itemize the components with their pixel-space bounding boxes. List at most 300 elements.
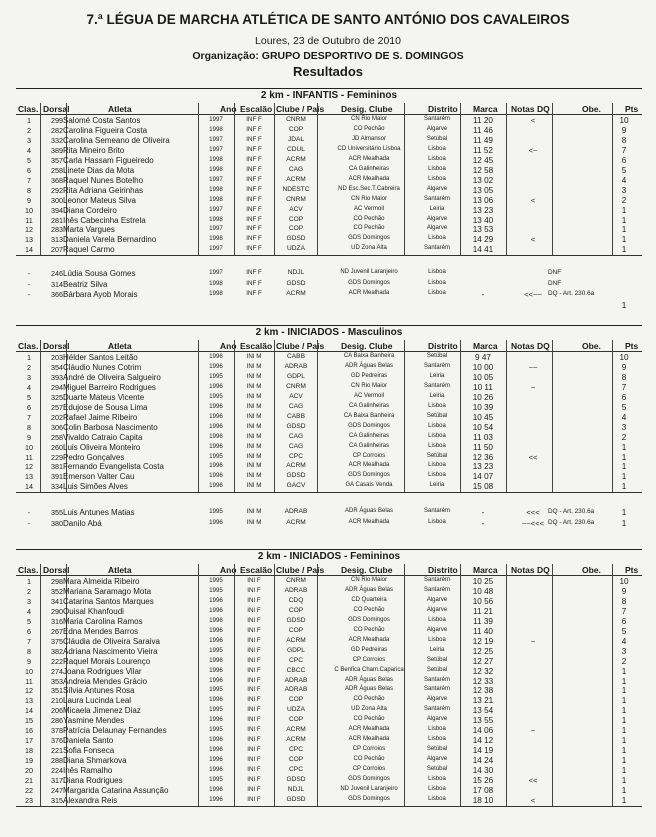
cell-club: CNRM xyxy=(286,195,306,203)
cell-district: Lisboa xyxy=(428,269,446,276)
cell-district: Santarém xyxy=(423,676,450,683)
cell-points: 8 xyxy=(621,596,627,606)
cell-athlete: Diana Shmarkova xyxy=(63,756,127,766)
table-row xyxy=(16,756,642,766)
cell-notes: DQ - Art. 230.6a xyxy=(548,508,595,516)
cell-mark: 14 07 xyxy=(472,472,494,482)
table-row xyxy=(16,196,642,206)
table-row xyxy=(16,686,642,696)
cell-club: ADRAB xyxy=(284,586,308,594)
results-heading: Resultados xyxy=(292,64,364,79)
cell-mark: 13 23 xyxy=(472,462,494,472)
cell-category: INI F xyxy=(247,636,261,644)
cell-category: INF F xyxy=(246,165,262,173)
cell-year: 1996 xyxy=(209,636,223,644)
cell-dorsal: 380 xyxy=(51,518,63,528)
cell-dorsal: 334 xyxy=(51,482,63,492)
table-row xyxy=(16,216,642,226)
cell-points: 1 xyxy=(621,696,627,706)
cell-dq-notes: << xyxy=(528,452,538,462)
cell-district: Setúbal xyxy=(426,656,448,663)
table-row xyxy=(16,433,642,443)
cell-athlete: Patrícia Delaunay Fernandes xyxy=(63,726,167,736)
cell-dorsal: 315 xyxy=(51,795,63,805)
cell-club: ACRM xyxy=(286,726,306,734)
cell-year: 1996 xyxy=(209,432,223,440)
cell-dorsal: 206 xyxy=(51,706,63,716)
cell-year: 1996 xyxy=(209,382,223,390)
cell-dorsal: 378 xyxy=(51,726,63,736)
cell-points: 4 xyxy=(621,412,627,422)
column-header-clas: Clas. xyxy=(18,565,39,575)
cell-year: 1995 xyxy=(209,586,223,594)
cell-club: UDZA xyxy=(287,706,305,714)
cell-club-name: ACR Mealhada xyxy=(348,736,390,743)
cell-club: CPC xyxy=(289,746,303,754)
cell-club: NDJL xyxy=(287,269,305,277)
cell-clas: 13 xyxy=(25,472,33,482)
cell-dorsal: 288 xyxy=(51,756,63,766)
cell-mark: 18 10 xyxy=(472,795,494,805)
cell-athlete: Cláudio Nunes Cotrim xyxy=(63,362,142,372)
cell-dq-notes: ~ xyxy=(530,636,536,646)
cell-club-name: CP Corroios xyxy=(352,746,386,753)
cell-club-name: ACR Mealhada xyxy=(348,290,390,297)
cell-club: COP xyxy=(288,606,304,614)
cell-club: CDQ xyxy=(288,596,304,604)
cell-club: COP xyxy=(288,756,304,764)
column-header-notes: Obe. xyxy=(582,104,601,114)
cell-category: INI M xyxy=(246,402,262,410)
cell-athlete: Carla Hassam Figueiredo xyxy=(63,155,154,165)
cell-points: 2 xyxy=(621,432,627,442)
cell-district: Lisboa xyxy=(428,795,446,802)
cell-category: INI F xyxy=(247,596,261,604)
cell-notes: DQ - Art. 230.6a xyxy=(548,290,595,298)
cell-district: Lisboa xyxy=(428,235,446,242)
cell-clas: 21 xyxy=(25,776,33,785)
cell-dorsal: 229 xyxy=(51,452,63,462)
table-bottom-rule xyxy=(16,806,642,807)
cell-athlete: Inês Ramalho xyxy=(63,766,113,776)
cell-category: INI M xyxy=(246,518,262,526)
cell-year: 1997 xyxy=(209,145,223,153)
cell-athlete: Beatriz Silva xyxy=(63,279,108,289)
cell-district: Setúbal xyxy=(426,135,448,142)
cell-mark: 10 05 xyxy=(472,372,494,382)
cell-club: GDPL xyxy=(287,372,305,380)
cell-mark: 14 24 xyxy=(472,756,494,766)
cell-year: 1997 xyxy=(209,225,223,233)
table-row xyxy=(16,716,642,726)
cell-dq-notes: < xyxy=(530,195,536,205)
cell-dorsal: 332 xyxy=(51,135,63,145)
cell-clas: 7 xyxy=(27,175,31,185)
cell-district: Lisboa xyxy=(428,145,446,152)
cell-club: CPC xyxy=(289,766,303,774)
cell-clas: 23 xyxy=(25,795,33,805)
column-header-district: Distrito xyxy=(428,341,458,351)
cell-athlete: Rita Adriana Geirinhas xyxy=(63,185,144,195)
cell-district: Lisboa xyxy=(428,462,446,469)
cell-club-name: CO Pechão xyxy=(353,756,385,763)
cell-mark: 10 25 xyxy=(472,577,494,586)
cell-athlete: Raquel Morais Lourenço xyxy=(63,656,151,666)
cell-dorsal: 299 xyxy=(51,116,63,125)
cell-district: Algarve xyxy=(426,185,448,192)
cell-dorsal: 207 xyxy=(51,245,63,255)
column-header-year: Ano xyxy=(220,341,237,351)
cell-club-name: ADR Águas Belas xyxy=(344,676,394,683)
cell-athlete: Catarina Santos Marques xyxy=(63,596,154,606)
table-row xyxy=(16,290,642,300)
cell-year: 1996 xyxy=(209,746,223,754)
section-title: 2 km - INFANTIS - Femininos xyxy=(260,90,398,101)
cell-dorsal: 290 xyxy=(51,606,63,616)
column-header-club-name: Desig. Clube xyxy=(341,104,393,114)
cell-clas: 10 xyxy=(25,442,33,452)
cell-category: INI F xyxy=(247,676,261,684)
column-header-dorsal: Dorsal xyxy=(43,104,70,114)
cell-district: Algarve xyxy=(426,606,448,613)
cell-category: INI F xyxy=(247,686,261,694)
cell-clas: 22 xyxy=(25,785,33,795)
cell-club-name: GD Pedreiras xyxy=(350,372,388,379)
cell-athlete: Raquel Nunes Botelho xyxy=(63,175,144,185)
cell-clas: 11 xyxy=(25,452,33,462)
cell-club: ADRAB xyxy=(284,362,308,370)
cell-club: GDSD xyxy=(286,616,306,624)
cell-club-name: C Benfica Cham.Caparica xyxy=(334,666,404,673)
cell-district: Lisboa xyxy=(428,175,446,182)
cell-district: Lisboa xyxy=(428,636,446,643)
table-row xyxy=(16,597,642,607)
cell-club: NDESTC xyxy=(282,185,310,193)
cell-district: Lisboa xyxy=(428,616,446,623)
cell-year: 1998 xyxy=(209,290,223,298)
cell-points: 1 xyxy=(621,746,627,756)
cell-club-name: CA Galinheiras xyxy=(348,432,390,439)
cell-club-name: GDS Domingos xyxy=(348,776,390,782)
cell-dorsal: 316 xyxy=(51,616,63,626)
table-row xyxy=(16,726,642,736)
section-title: 2 km - INICIADOS - Masculinos xyxy=(255,327,403,338)
cell-club-name: CO Pechão xyxy=(353,696,385,703)
cell-clas: 3 xyxy=(27,135,31,145)
cell-category: INF F xyxy=(246,195,262,203)
table-row xyxy=(16,176,642,186)
cell-club-name: AC Vermoil xyxy=(353,392,384,399)
cell-year: 1995 xyxy=(209,577,223,584)
cell-clas: 12 xyxy=(25,686,33,696)
cell-mark: 10 39 xyxy=(472,402,494,412)
cell-dorsal: 354 xyxy=(51,362,63,372)
cell-athlete: Andreia Mendes Grácio xyxy=(63,676,148,686)
cell-clas: 9 xyxy=(27,195,31,205)
cell-athlete: Inês Cabecinha Estrela xyxy=(63,215,146,225)
cell-year: 1996 xyxy=(209,353,223,360)
cell-club-name: ND Esc.Sec.T.Cabreira xyxy=(338,185,400,192)
cell-club-name: GA Casais Venda xyxy=(345,482,393,489)
cell-clas: - xyxy=(27,269,31,279)
cell-clas: 8 xyxy=(27,185,31,195)
cell-district: Santarém xyxy=(423,245,450,252)
cell-mark: 13 23 xyxy=(472,205,494,215)
cell-year: 1996 xyxy=(209,736,223,744)
cell-club: ADRAB xyxy=(284,676,308,684)
cell-category: INI M xyxy=(246,422,262,430)
cell-club: JDAL xyxy=(287,135,305,143)
table-row xyxy=(16,508,642,518)
cell-points: 6 xyxy=(621,392,627,402)
table-row xyxy=(16,245,642,255)
column-header-dorsal: Dorsal xyxy=(43,341,70,351)
cell-athlete: Emerson Valter Cau xyxy=(63,472,135,482)
cell-club: NDJL xyxy=(287,785,305,793)
cell-notes: DQ - Art. 230.6a xyxy=(548,518,595,526)
cell-athlete: Rafael Jaime Ribeiro xyxy=(63,412,138,422)
cell-category: INI F xyxy=(247,696,261,704)
column-header-club-name: Desig. Clube xyxy=(341,565,393,575)
table-row xyxy=(16,617,642,627)
cell-club-name: CN Rio Maior xyxy=(350,577,387,583)
column-header-mark: Marca xyxy=(473,104,498,114)
cell-dorsal: 247 xyxy=(51,785,63,795)
cell-club-name: CP Corroios xyxy=(352,656,386,663)
cell-dorsal: 313 xyxy=(51,235,63,245)
cell-dorsal: 355 xyxy=(51,508,63,518)
cell-district: Leiria xyxy=(429,646,445,653)
cell-points: 7 xyxy=(621,145,627,155)
cell-category: INF F xyxy=(246,269,262,277)
cell-dorsal: 393 xyxy=(51,372,63,382)
cell-athlete: Sofia Fonseca xyxy=(63,746,115,756)
cell-dorsal: 286 xyxy=(51,716,63,726)
cell-athlete: Bárbara Ayob Morais xyxy=(63,290,138,300)
cell-year: 1995 xyxy=(209,706,223,714)
cell-category: INI F xyxy=(247,666,261,674)
cell-points: 8 xyxy=(621,135,627,145)
cell-club-name: CA Galinheiras xyxy=(348,442,390,449)
cell-year: 1995 xyxy=(209,452,223,460)
cell-points: 9 xyxy=(621,586,627,596)
cell-dorsal: 283 xyxy=(51,225,63,235)
cell-dq-notes: << xyxy=(528,776,538,785)
cell-clas: 1 xyxy=(27,353,31,362)
cell-club: CAG xyxy=(288,432,304,440)
cell-mark: 17 08 xyxy=(472,785,494,795)
cell-athlete: Sílvia Antunes Rosa xyxy=(63,686,135,696)
cell-mark: 10 11 xyxy=(473,382,493,392)
cell-district: Santarém xyxy=(423,508,450,515)
cell-district: Santarém xyxy=(423,586,450,593)
cell-year: 1995 xyxy=(209,776,223,783)
cell-athlete: Leonor Mateus Silva xyxy=(63,195,136,205)
column-header-points: Pts xyxy=(625,104,639,114)
cell-year: 1996 xyxy=(209,656,223,664)
cell-mark: 11 03 xyxy=(473,432,493,442)
cell-athlete: Joana Rodrigues Vilar xyxy=(63,666,142,676)
cell-points: 1 xyxy=(621,676,627,686)
table-bottom-rule xyxy=(16,492,642,493)
cell-district: Setúbal xyxy=(426,746,448,753)
cell-club: ACRM xyxy=(286,155,306,163)
column-header-district: Distrito xyxy=(428,104,458,114)
cell-category: INI M xyxy=(246,362,262,370)
cell-athlete: Diana Rodrigues xyxy=(63,776,123,785)
cell-athlete: Cláudia de Oliveira Saraiva xyxy=(63,636,160,646)
cell-dorsal: 282 xyxy=(51,125,63,135)
cell-district: Santarém xyxy=(423,362,450,369)
cell-points: 3 xyxy=(621,185,627,195)
cell-club-name: ACR Mealhada xyxy=(348,518,390,525)
cell-year: 1996 xyxy=(209,402,223,410)
cell-dorsal: 224 xyxy=(51,766,63,776)
cell-mark: 13 54 xyxy=(472,706,494,716)
table-row xyxy=(16,519,642,529)
table-row xyxy=(16,587,642,597)
table-row xyxy=(16,403,642,413)
cell-athlete: Mariana Saramago Mota xyxy=(63,586,152,596)
cell-district: Algarve xyxy=(426,716,448,723)
cell-points: 9 xyxy=(621,362,627,372)
cell-mark: - xyxy=(481,290,485,300)
cell-district: Lisboa xyxy=(428,776,446,782)
cell-points: 1 xyxy=(621,472,627,482)
cell-club-name: GDS Domingos xyxy=(348,279,390,286)
cell-athlete: Duarte Mateus Vicente xyxy=(63,392,145,402)
cell-year: 1996 xyxy=(209,462,223,470)
cell-dq-notes: ~ xyxy=(530,726,536,736)
cell-district: Setúbal xyxy=(426,766,448,773)
cell-athlete: Yasmine Mendes xyxy=(63,716,125,726)
cell-clas: 6 xyxy=(27,626,31,636)
cell-clas: 5 xyxy=(27,616,31,626)
cell-points: 1 xyxy=(621,766,627,776)
cell-club: GDSD xyxy=(286,472,306,480)
cell-club-name: CA Galinheiras xyxy=(348,402,390,409)
table-row xyxy=(16,696,642,706)
cell-category: INI F xyxy=(247,626,261,634)
cell-district: Santarém xyxy=(423,382,450,389)
cell-club: CABB xyxy=(287,353,305,360)
cell-club-name: ACR Mealhada xyxy=(348,462,390,469)
table-row xyxy=(16,206,642,216)
cell-mark: 15 26 xyxy=(472,776,494,785)
cell-mark: 12 32 xyxy=(472,666,494,676)
cell-clas: 12 xyxy=(25,225,33,235)
cell-club: CAG xyxy=(288,442,304,450)
cell-club-name: CN Rio Maior xyxy=(350,116,387,122)
cell-mark: 14 41 xyxy=(472,245,494,255)
cell-dorsal: 314 xyxy=(51,279,63,289)
cell-clas: 14 xyxy=(25,245,33,255)
cell-mark: 14 29 xyxy=(472,235,494,245)
cell-year: 1997 xyxy=(209,135,223,143)
table-row xyxy=(16,647,642,657)
cell-clas: 6 xyxy=(27,402,31,412)
column-header-mark: Marca xyxy=(473,565,498,575)
cell-clas: 10 xyxy=(25,205,33,215)
cell-mark: 10 54 xyxy=(472,422,494,432)
cell-mark: 14 06 xyxy=(472,726,494,736)
cell-club-name: CD Quarteira xyxy=(351,596,387,603)
cell-club-name: CO Pechão xyxy=(353,606,385,613)
cell-category: INI F xyxy=(247,776,261,783)
cell-club-name: CA Baixa Banheira xyxy=(343,412,395,419)
cell-mark: 12 27 xyxy=(472,656,494,666)
cell-category: INF F xyxy=(246,290,262,298)
table-row xyxy=(16,413,642,423)
cell-year: 1996 xyxy=(209,362,223,370)
cell-year: 1996 xyxy=(209,696,223,704)
cell-year: 1996 xyxy=(209,766,223,774)
cell-mark: 11 52 xyxy=(473,145,493,155)
cell-club: ACRM xyxy=(286,636,306,644)
cell-dorsal: 210 xyxy=(51,696,63,706)
table-row xyxy=(16,736,642,746)
cell-club: CBCC xyxy=(286,666,306,674)
column-header-points: Pts xyxy=(625,341,639,351)
cell-club-name: GDS Domingos xyxy=(348,472,390,479)
cell-athlete: Marta Vargues xyxy=(63,225,115,235)
cell-club: COP xyxy=(288,626,304,634)
table-row xyxy=(16,166,642,176)
table-row xyxy=(16,627,642,637)
cell-mark: 12 33 xyxy=(472,676,494,686)
cell-dorsal: 376 xyxy=(51,736,63,746)
cell-dorsal: 281 xyxy=(51,215,63,225)
cell-mark: 15 08 xyxy=(472,482,494,492)
cell-year: 1995 xyxy=(209,646,223,654)
cell-club-name: CN Rio Maior xyxy=(350,382,387,389)
cell-clas: 15 xyxy=(25,716,33,726)
cell-dorsal: 368 xyxy=(51,175,63,185)
cell-category: INI F xyxy=(247,766,261,774)
cell-mark: - xyxy=(481,518,485,528)
cell-clas: 14 xyxy=(25,706,33,716)
cell-points: 7 xyxy=(621,382,627,392)
cell-dorsal: 202 xyxy=(51,412,63,422)
cell-district: Lisboa xyxy=(428,422,446,429)
cell-points: 1 xyxy=(621,462,627,472)
cell-mark: 10 48 xyxy=(472,586,494,596)
cell-category: INF F xyxy=(246,225,262,233)
cell-year: 1995 xyxy=(209,508,223,516)
cell-points: 1 xyxy=(621,726,627,736)
cell-points: 1 xyxy=(621,215,627,225)
table-row xyxy=(16,443,642,453)
cell-year: 1995 xyxy=(209,726,223,734)
cell-mark: 12 19 xyxy=(472,636,494,646)
column-header-mark: Marca xyxy=(473,341,498,351)
cell-club: COP xyxy=(288,696,304,704)
column-header-dq-notes: Notas DQ xyxy=(511,104,550,114)
cell-district: Lisboa xyxy=(428,518,446,525)
cell-athlete: Raquel Carmo xyxy=(63,245,115,255)
cell-club-name: UD Zona Alta xyxy=(351,245,387,252)
cell-category: INI M xyxy=(246,432,262,440)
column-header-category: Escalão xyxy=(240,341,273,351)
cell-mark: 14 12 xyxy=(472,736,494,746)
cell-category: INF F xyxy=(246,116,262,123)
cell-dq-notes: < xyxy=(530,235,536,245)
cell-clas: 1 xyxy=(27,116,31,125)
cell-year: 1996 xyxy=(209,412,223,420)
cell-clas: 2 xyxy=(27,125,31,135)
section-top-rule xyxy=(16,88,642,89)
event-title: 7.ª LÉGUA DE MARCHA ATLÉTICA DE SANTO ANTÓNIO DOS CAVALEIROS xyxy=(86,12,570,27)
